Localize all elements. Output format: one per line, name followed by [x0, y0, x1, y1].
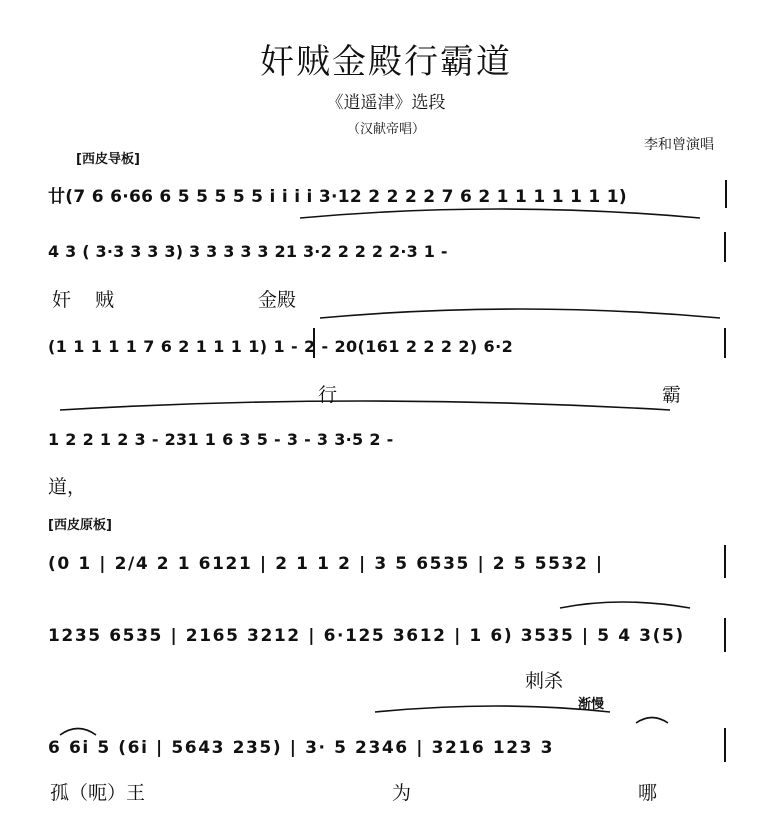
- lyric-line-7-c: 哪: [638, 782, 658, 804]
- lyric-line-4: 道，: [48, 476, 87, 498]
- notation-line-2: 4 3 ( 3·3 3 3 3) 3 3 3 3 3 21 3·2 2 2 2 2·3 1 -: [48, 242, 448, 261]
- notation-line-7: 6 6i 5 (6i | 5643 235) | 3· 5 2346 | 3216 123 3: [48, 738, 555, 758]
- lyric-line-3-a: 行: [318, 384, 338, 406]
- slur-arc: [560, 602, 690, 608]
- slur-arc: [300, 209, 700, 218]
- tempo-mark-jianman: 渐慢: [578, 697, 605, 712]
- role-note: （汉献帝唱）: [346, 122, 425, 137]
- lyric-line-2-b: 贼: [95, 289, 115, 311]
- section-label-daoban: [西皮导板]: [76, 152, 140, 167]
- slur-arc: [60, 729, 96, 736]
- notation-line-4: 1 2 2 1 2 3 - 231 1 6 3 5 - 3 - 3 3·5 2 -: [48, 430, 394, 449]
- notation-line-1: 廿(7 6 6·66 6 5 5 5 5 5 i i i i 3·12 2 2 2 2 7 6 2 1 1 1 1 1 1 1): [48, 187, 627, 207]
- lyric-line-6: 刺杀: [525, 670, 564, 692]
- notation-line-5: (0 1 | 2/4 2 1 6121 | 2 1 1 2 | 3 5 6535 | 2 5 5532 |: [48, 554, 604, 574]
- lyric-line-2-a: 奸: [52, 289, 72, 311]
- song-subtitle: 《逍遥津》选段: [326, 93, 446, 113]
- lyric-line-7-a: 孤（呃）王: [50, 782, 146, 804]
- lyric-line-2-c: 金殿: [258, 289, 297, 311]
- slur-arc: [320, 309, 720, 318]
- slur-arc: [636, 718, 668, 724]
- performer-credit: 李和曾演唱: [644, 137, 714, 153]
- song-title: 奸贼金殿行霸道: [260, 42, 512, 82]
- notation-line-3: (1 1 1 1 1 7 6 2 1 1 1 1) 1 - 2 - 20(161 2 2 2 2) 6·2: [48, 337, 514, 356]
- lyric-line-3-b: 霸: [662, 384, 682, 406]
- slur-arc: [375, 706, 610, 712]
- slur-arc: [60, 401, 670, 410]
- section-label-yuanban: [西皮原板]: [48, 518, 112, 533]
- lyric-line-7-b: 为: [392, 782, 412, 804]
- notation-line-6: 1235 6535 | 2165 3212 | 6·125 3612 | 1 6) 3535 | 5 4 3(5): [48, 626, 685, 646]
